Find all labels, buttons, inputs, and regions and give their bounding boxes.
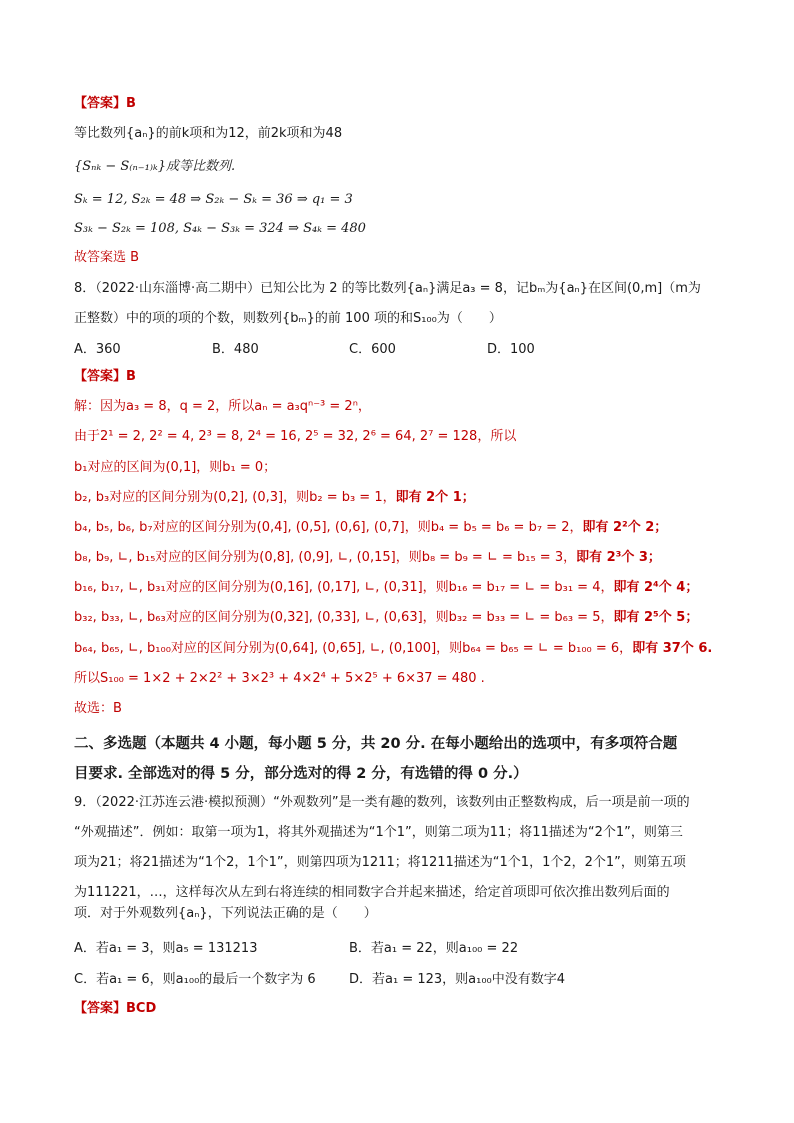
q8-solution-line-5 [74,518,667,538]
q7-answer: 【答案】B [74,96,136,111]
q8-solution-line-4-count: 即有 2个 1； [395,490,475,505]
q9-answer: 【答案】BCD [74,1001,157,1016]
q8-solution-line-3: b₁对应的区间为(0,1]，则b₁ = 0； [74,460,277,475]
q9-option-b: B．若a₁ = 22，则a₁₀₀ = 22 [349,941,519,956]
q9-stem-line-4: 为111221，…，这样每次从左到右将连续的相同数字合并起来描述，给定首项即可依次推出数列后面的 [74,885,670,900]
q8-solution-line-8-count: 即有 2⁵个 5； [613,610,699,625]
q7-solution-line-3: Sₖ = 12, S₂ₖ = 48 ⇒ S₂ₖ − Sₖ = 36 ⇒ q₁ = 3 [74,192,353,207]
q8-option-c: C．600 [349,342,396,357]
q9-stem-line-1: 9．（2022·江苏连云港·模拟预测）“外观数列”是一类有趣的数列，该数列由正整数构成，后一项是前一项的 [74,795,690,810]
q8-solution-line-8-text: b₃₂, b₃₃, ∟, b₆₃对应的区间分别为(0,32], (0,33], ∟, (0,63]，则b₃₂ = b₃₃ = ∟ = b₆₃ = 5， [74,610,614,625]
q7-solution-line-1: 等比数列{aₙ}的前k项和为12，前2k项和为48 [74,126,343,141]
q8-option-a: A．360 [74,342,121,357]
section-2-heading-line-2: 目要求. 全部选对的得 5 分，部分选对的得 2 分，有选错的得 0 分.） [74,766,528,782]
q8-solution-line-7-count: 即有 2⁴个 4； [613,580,699,595]
q8-option-b: B．480 [212,342,259,357]
q7-conclusion: 故答案选 B [74,250,140,265]
q9-stem-line-2: “外观描述”．例如：取第一项为1，将其外观描述为“1个1”，则第二项为11；将11描述为“2个1”，则第三 [74,825,683,840]
q8-option-d: D．100 [487,342,535,357]
section-2-heading-line-1: 二、多选题（本题共 4 小题，每小题 5 分，共 20 分. 在每小题给出的选项中，有多项符合题 [74,736,678,752]
q8-solution-line-5-count: 即有 2²个 2； [582,520,668,535]
q9-option-d: D．若a₁ = 123，则a₁₀₀中没有数字4 [349,972,566,987]
q8-solution-line-10: 所以S₁₀₀ = 1×2 + 2×2² + 3×2³ + 4×2⁴ + 5×2⁵ + 6×37 = 480 . [74,671,485,686]
q8-solution-line-5-text: b₄, b₅, b₆, b₇对应的区间分别为(0,4], (0,5], (0,6], (0,7]，则b₄ = b₅ = b₆ = b₇ = 2， [74,520,583,535]
q8-solution-line-4-text: b₂, b₃对应的区间分别为(0,2], (0,3]，则b₂ = b₃ = 1， [74,490,396,505]
q8-solution-line-11: 故选：B [74,701,122,716]
q9-option-c: C．若a₁ = 6，则a₁₀₀的最后一个数字为 6 [74,972,316,987]
q8-solution-line-6 [74,548,661,568]
q8-solution-line-6-count: 即有 2³个 3； [576,550,661,565]
q7-solution-line-2: {Sₙₖ − S₍ₙ₋₁₎ₖ}成等比数列. [74,159,236,174]
q8-stem-line-1: 8．（2022·山东淄博·高二期中）已知公比为 2 的等比数列{aₙ}满足a₃ = 8，记bₘ为{aₙ}在区间(0,m]（m为 [74,281,701,296]
q8-solution-line-4 [74,488,475,508]
q9-option-a: A．若a₁ = 3，则a₅ = 131213 [74,941,258,956]
q8-answer: 【答案】B [74,369,136,384]
q8-solution-line-9 [74,639,712,659]
q8-solution-line-9-count: 即有 37个 6. [632,641,713,656]
q8-solution-line-7 [74,578,698,598]
q8-solution-line-1: 解：因为a₃ = 8，q = 2，所以aₙ = a₃qⁿ⁻³ = 2ⁿ， [74,399,371,414]
q8-solution-line-6-text: b₈, b₉, ∟, b₁₅对应的区间分别为(0,8], (0,9], ∟, (0,15]，则b₈ = b₉ = ∟ = b₁₅ = 3， [74,550,577,565]
q8-solution-line-9-text: b₆₄, b₆₅, ∟, b₁₀₀对应的区间分别为(0,64], (0,65], ∟, (0,100]，则b₆₄ = b₆₅ = ∟ = b₁₀₀ = 6， [74,641,633,656]
q8-solution-line-7-text: b₁₆, b₁₇, ∟, b₃₁对应的区间分别为(0,16], (0,17], ∟, (0,31]，则b₁₆ = b₁₇ = ∟ = b₃₁ = 4， [74,580,614,595]
q9-stem-line-3: 项为21；将21描述为“1个2，1个1”，则第四项为1211；将1211描述为“1个1，1个2，2个1”，则第五项 [74,855,686,870]
q8-solution-line-8 [74,608,698,628]
q8-stem-line-2: 正整数）中的项的项的个数，则数列{bₘ}的前 100 项的和S₁₀₀为（ ） [74,311,502,326]
q9-stem-line-5: 项．对于外观数列{aₙ}，下列说法正确的是（ ） [74,906,377,921]
q8-solution-line-2: 由于2¹ = 2, 2² = 4, 2³ = 8, 2⁴ = 16, 2⁵ = 32, 2⁶ = 64, 2⁷ = 128，所以 [74,429,517,444]
q7-solution-line-4: S₃ₖ − S₂ₖ = 108, S₄ₖ − S₃ₖ = 324 ⇒ S₄ₖ = 480 [74,221,366,236]
